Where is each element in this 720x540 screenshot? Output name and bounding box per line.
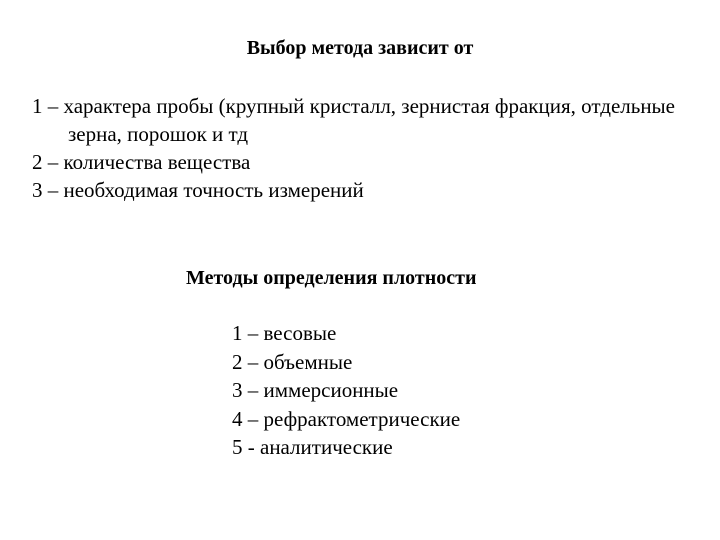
methods-title: Методы определения плотности [186,267,477,289]
slide-title: Выбор метода зависит от [246,37,474,59]
factor-item: 3 – необходимая точность измерений [32,178,364,202]
method-item: 2 – объемные [232,349,353,374]
method-item: 5 - аналитические [232,435,393,459]
methods-list [232,319,460,462]
factor-item: 1 – характера пробы (крупный кристалл, зернистая фракция, отдельные зерна, порошок и тд [32,94,675,146]
method-item: 3 – иммерсионные [232,378,399,402]
method-item: 4 – рефрактометрические [232,406,461,431]
factor-item: 2 – количества вещества [32,150,251,174]
method-item: 1 – весовые [232,321,337,345]
factors-list [32,92,692,204]
